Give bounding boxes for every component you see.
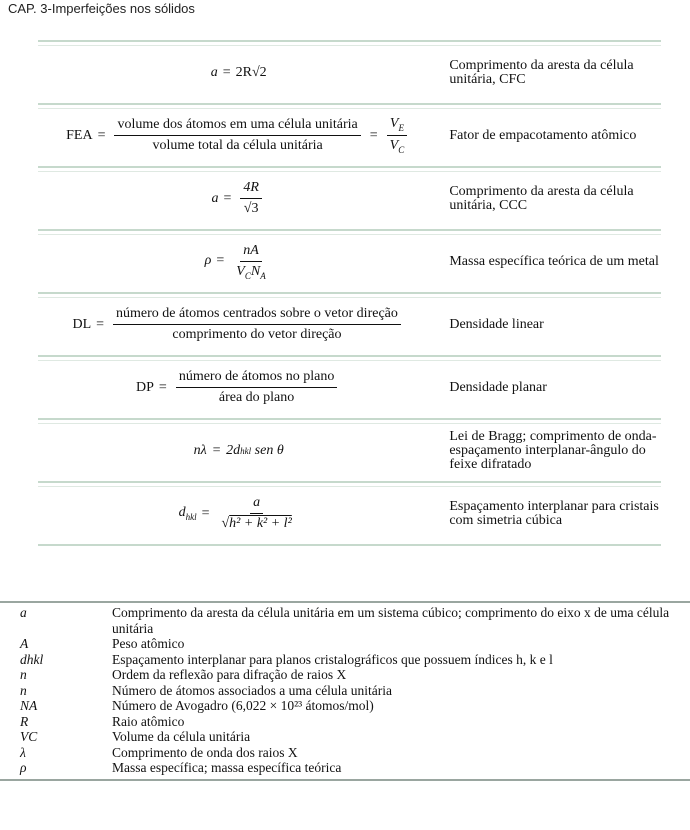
formula-bragg — [38, 443, 439, 459]
formula-lhs: a — [211, 190, 219, 206]
formula-lhs: a — [210, 64, 218, 80]
equation-row — [38, 166, 661, 229]
fraction-denominator: volume total da célula unitária — [152, 138, 323, 153]
formula-lhs: DL — [72, 316, 92, 332]
subscript: C — [398, 144, 405, 155]
symbol-n: N — [250, 263, 261, 279]
symbol-definition: Massa específica; massa específica teórica — [112, 760, 342, 775]
formula-description: Comprimento da aresta da célula unitária, CCC — [449, 183, 634, 213]
symbol: n — [20, 667, 27, 682]
equals-sign: = — [96, 316, 105, 332]
equals-sign: = — [223, 190, 232, 206]
fraction-numerator: 4R — [240, 180, 262, 199]
fraction-numerator: número de átomos centrados sobre o vetor direção — [113, 306, 401, 325]
fraction — [114, 117, 360, 154]
formula-description: Fator de empacotamento atômico — [449, 127, 637, 143]
symbol-row — [0, 683, 690, 699]
fraction — [387, 116, 408, 155]
equation-row — [38, 481, 661, 546]
formula-rhs: 2R√2 — [235, 64, 267, 80]
formula-description: Espaçamento interplanar para cristais com simetria cúbica — [449, 498, 659, 528]
symbol: NA — [20, 698, 38, 713]
equals-sign: = — [201, 505, 210, 521]
equals-sign: = — [97, 127, 106, 143]
fraction-denominator: √h² + k² + l² — [221, 516, 292, 531]
symbol-definition: Peso atômico — [112, 636, 185, 651]
subscript: A — [260, 270, 266, 281]
equation-row — [38, 355, 661, 418]
fraction — [240, 180, 262, 217]
symbol-definition: Comprimento de onda dos raios X — [112, 744, 298, 760]
symbol-v: V — [236, 263, 245, 279]
formula-description: Densidade planar — [449, 379, 547, 395]
formula-rhs-tail: sen θ — [254, 442, 284, 458]
chapter-header: CAP. 3-Imperfeições nos sólidos — [8, 1, 195, 16]
equation-row — [38, 103, 661, 166]
symbol: R — [20, 713, 29, 729]
symbol-definition: Ordem da reflexão para difração de raios X — [112, 667, 347, 682]
symbol-row — [0, 667, 690, 683]
equation-row — [38, 292, 661, 355]
equals-sign: = — [216, 253, 225, 269]
symbol-row — [0, 636, 690, 652]
subscript: E — [398, 123, 404, 133]
symbol: a — [20, 605, 27, 620]
equation-row — [38, 229, 661, 292]
fraction — [233, 243, 268, 281]
symbol-v: V — [389, 138, 399, 153]
formula-lhs: nλ — [193, 442, 207, 458]
fraction-denominator: comprimento do vetor direção — [172, 327, 342, 342]
formula-description: Lei de Bragg; comprimento de onda-espaçamento interplanar-ângulo do feixe difratado — [449, 428, 657, 472]
formula-lhs — [179, 505, 197, 522]
formula-description: Massa específica teórica de um metal — [449, 253, 659, 269]
formula-linear-density — [38, 306, 439, 343]
symbol-definition: Número de átomos associados a uma célula unitária — [112, 682, 393, 698]
equals-sign: = — [211, 442, 222, 458]
fraction-numerator: volume dos átomos em uma célula unitária — [114, 117, 360, 136]
equals-sign: = — [369, 127, 378, 143]
symbol-row — [0, 605, 690, 636]
formula-fea — [38, 116, 439, 155]
symbol-definition: Espaçamento interplanar para planos cristalográficos que possuem índices h, k e l — [112, 651, 553, 667]
subscript: hkl — [240, 445, 252, 456]
equation-row — [38, 40, 661, 103]
symbol: ρ — [20, 760, 27, 775]
fraction-numerator — [387, 116, 407, 136]
symbol-d: d — [178, 505, 186, 521]
fraction — [113, 306, 401, 343]
symbol-row — [0, 760, 690, 776]
symbol: A — [20, 636, 29, 651]
formula-interplanar — [38, 495, 439, 532]
formula-lhs: DP — [136, 379, 154, 395]
symbol-row — [0, 714, 690, 730]
formula-ccc-edge — [38, 180, 439, 217]
symbol: VC — [20, 729, 38, 744]
subscript: C — [244, 270, 251, 281]
formula-description: Comprimento da aresta da célula unitária, CFC — [449, 57, 634, 87]
formula-cfc-edge — [38, 65, 439, 81]
subscript: hkl — [185, 511, 197, 522]
fraction-numerator: número de átomos no plano — [176, 369, 338, 388]
symbol-row — [0, 729, 690, 745]
symbol-definition: Número de Avogadro (6,022 × 10²³ átomos/mol) — [112, 698, 374, 713]
formula-lhs: FEA — [66, 127, 93, 143]
symbol-list — [0, 601, 690, 781]
fraction-denominator: √3 — [243, 201, 259, 216]
symbol-definition: Comprimento da aresta da célula unitária em um sistema cúbico; comprimento do eixo x de uma célula unitária — [112, 605, 670, 636]
symbol-row — [0, 652, 690, 668]
formula-rhs: 2d — [226, 442, 241, 458]
equals-sign: = — [158, 379, 167, 395]
symbol-v: V — [389, 116, 399, 132]
symbol: dhkl — [20, 651, 44, 667]
radicand: h² + k² + l² — [229, 516, 292, 531]
symbol: n — [20, 682, 27, 698]
symbol-definition: Volume da célula unitária — [112, 729, 251, 744]
fraction — [218, 495, 294, 532]
equation-summary-table — [38, 40, 661, 546]
formula-density — [38, 243, 439, 281]
formula-lhs: ρ — [204, 253, 212, 269]
fraction-numerator: a — [250, 495, 263, 514]
equals-sign: = — [222, 64, 231, 80]
symbol-row — [0, 745, 690, 761]
symbol-definition: Raio atômico — [112, 713, 185, 729]
symbol-row — [0, 698, 690, 714]
fraction-denominator — [387, 136, 408, 155]
fraction-denominator: área do plano — [218, 390, 295, 405]
equation-row — [38, 418, 661, 481]
symbol: λ — [20, 744, 26, 760]
fraction — [176, 369, 338, 406]
formula-description: Densidade linear — [449, 316, 544, 332]
fraction-denominator — [233, 262, 268, 281]
fraction-numerator: nA — [240, 243, 262, 262]
formula-planar-density — [38, 369, 439, 406]
